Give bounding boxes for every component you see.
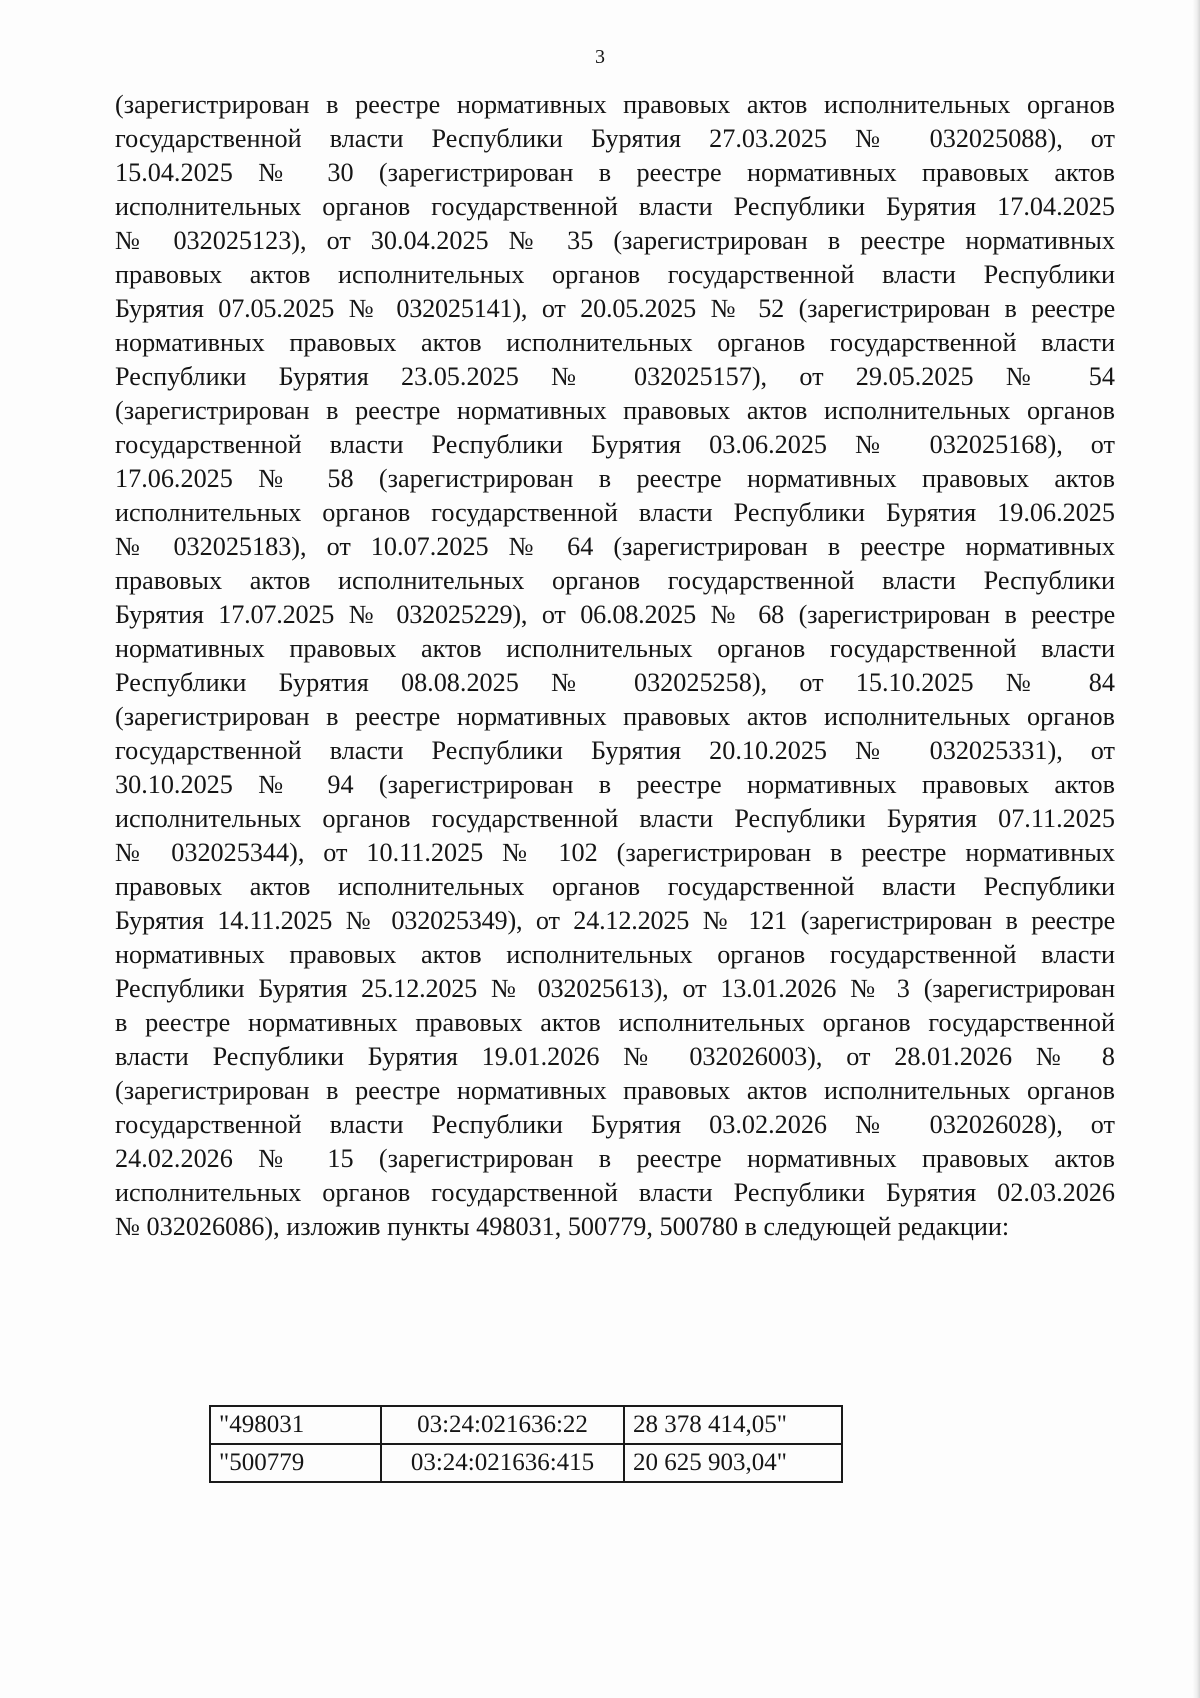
text-line: нормативных правовых актов исполнительных органов государственной власти: [115, 634, 1115, 663]
text-line: государственной власти Республики Бурятия 03.06.2025 № 032025168), от: [115, 430, 1115, 459]
scan-edge-shadow: [1192, 0, 1200, 1698]
text-line: правовых актов исполнительных органов государственной власти Республики: [115, 566, 1115, 595]
text-line: 15.04.2025 № 30 (зарегистрирован в реестре нормативных правовых актов: [115, 158, 1115, 187]
text-line: Бурятия 07.05.2025 № 032025141), от 20.05.2025 № 52 (зарегистрирован в реестре: [115, 294, 1115, 323]
text-line: государственной власти Республики Бурятия 03.02.2026 № 032026028), от: [115, 1110, 1115, 1139]
body-paragraph: [115, 88, 1115, 1244]
text-line: нормативных правовых актов исполнительных органов государственной власти: [115, 328, 1115, 357]
text-line: исполнительных органов государственной власти Республики Бурятия 19.06.2025: [115, 498, 1115, 527]
cadastral-number-cell: 03:24:021636:415: [381, 1444, 624, 1482]
text-line: 30.10.2025 № 94 (зарегистрирован в реестре нормативных правовых актов: [115, 770, 1115, 799]
cadastral-value-cell: 20 625 903,04": [624, 1444, 842, 1482]
item-number-cell: "500779: [210, 1444, 381, 1482]
text-line: власти Республики Бурятия 19.01.2026 № 032026003), от 28.01.2026 № 8: [115, 1042, 1115, 1071]
text-line: государственной власти Республики Бурятия 20.10.2025 № 032025331), от: [115, 736, 1115, 765]
text-line: Республики Бурятия 25.12.2025 № 032025613), от 13.01.2026 № 3 (зарегистрирован: [115, 974, 1115, 1003]
text-line: № 032025344), от 10.11.2025 № 102 (зарегистрирован в реестре нормативных: [115, 838, 1115, 867]
text-line: государственной власти Республики Бурятия 27.03.2025 № 032025088), от: [115, 124, 1115, 153]
text-line: 24.02.2026 № 15 (зарегистрирован в реестре нормативных правовых актов: [115, 1144, 1115, 1173]
item-number-cell: "498031: [210, 1406, 381, 1444]
text-line: (зарегистрирован в реестре нормативных правовых актов исполнительных органов: [115, 1076, 1115, 1105]
text-line: № 032026086), изложив пункты 498031, 500779, 500780 в следующей редакции:: [115, 1212, 1010, 1241]
text-line: (зарегистрирован в реестре нормативных правовых актов исполнительных органов: [115, 702, 1115, 731]
text-line: 17.06.2025 № 58 (зарегистрирован в реестре нормативных правовых актов: [115, 464, 1115, 493]
text-line: Бурятия 17.07.2025 № 032025229), от 06.08.2025 № 68 (зарегистрирован в реестре: [115, 600, 1115, 629]
text-line: нормативных правовых актов исполнительных органов государственной власти: [115, 940, 1115, 969]
table-row: [210, 1406, 842, 1444]
text-line: (зарегистрирован в реестре нормативных правовых актов исполнительных органов: [115, 396, 1115, 425]
text-line: Бурятия 14.11.2025 № 032025349), от 24.12.2025 № 121 (зарегистрирован в реестре: [115, 906, 1115, 935]
table-row: [210, 1444, 842, 1482]
text-line: правовых актов исполнительных органов государственной власти Республики: [115, 260, 1115, 289]
text-line: исполнительных органов государственной власти Республики Бурятия 17.04.2025: [115, 192, 1115, 221]
text-line: Республики Бурятия 08.08.2025 № 032025258), от 15.10.2025 № 84: [115, 668, 1115, 697]
text-line: Республики Бурятия 23.05.2025 № 032025157), от 29.05.2025 № 54: [115, 362, 1115, 391]
text-line: (зарегистрирован в реестре нормативных правовых актов исполнительных органов: [115, 90, 1115, 119]
text-line: № 032025123), от 30.04.2025 № 35 (зарегистрирован в реестре нормативных: [115, 226, 1115, 255]
text-line: в реестре нормативных правовых актов исполнительных органов государственной: [115, 1008, 1115, 1037]
page-number: 3: [595, 46, 605, 68]
cadastral-value-cell: 28 378 414,05": [624, 1406, 842, 1444]
text-line: исполнительных органов государственной власти Республики Бурятия 02.03.2026: [115, 1178, 1115, 1207]
text-line: правовых актов исполнительных органов государственной власти Республики: [115, 872, 1115, 901]
cadastral-value-table: [209, 1405, 843, 1483]
text-line: исполнительных органов государственной власти Республики Бурятия 07.11.2025: [115, 804, 1115, 833]
text-line: № 032025183), от 10.07.2025 № 64 (зарегистрирован в реестре нормативных: [115, 532, 1115, 561]
cadastral-number-cell: 03:24:021636:22: [381, 1406, 624, 1444]
